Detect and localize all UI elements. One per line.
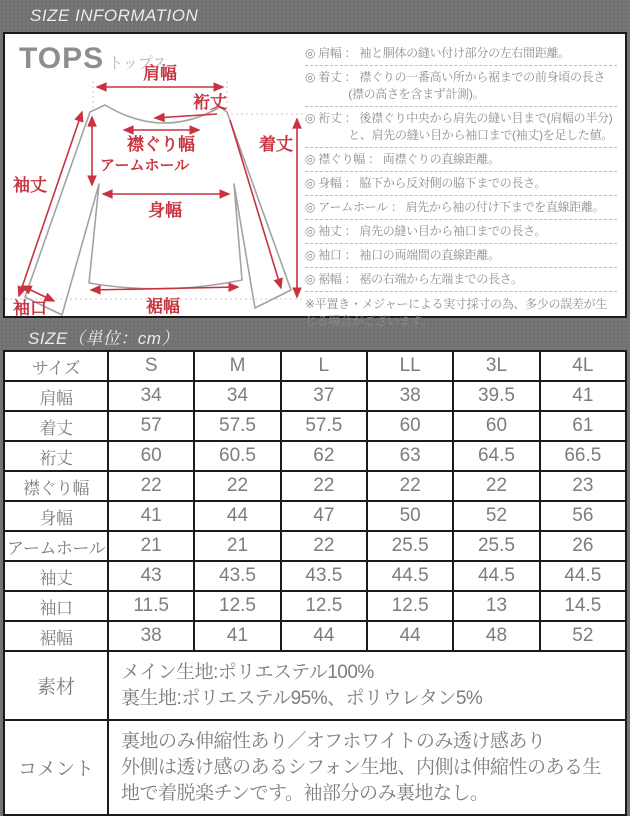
material-line-1: メイン生地:ポリエステル100% <box>121 662 374 683</box>
comment-label: コメント <box>4 720 108 815</box>
cell: 60 <box>367 411 453 441</box>
tops-title-en: TOPS <box>19 42 105 75</box>
row-label: 肩幅 <box>4 381 108 411</box>
comment-line-2: 外側は透け感のあるシフォン生地、内側は伸縮性のある生地で着脱楽チンです。袖部分のみ裏地なし。 <box>121 756 602 804</box>
row-label: 袖口 <box>4 591 108 621</box>
cell: 44.5 <box>367 561 453 591</box>
cell: 12.5 <box>194 591 280 621</box>
cell: 22 <box>281 531 367 561</box>
table-row <box>4 591 626 621</box>
label-cuff-width: 袖口 <box>13 299 47 316</box>
row-label: 裾幅 <box>4 621 108 651</box>
size-information-title: SIZE INFORMATION <box>30 6 199 25</box>
col-header-s: S <box>108 351 194 381</box>
comment-row <box>4 720 626 815</box>
label-body-length: 着丈 <box>259 135 293 154</box>
cell: 62 <box>281 441 367 471</box>
label-shoulder-width: 肩幅 <box>143 64 177 83</box>
cell: 39.5 <box>453 381 539 411</box>
definition-body-width: ◎ 身幅 ： 脇下から反対側の脇下までの長さ。 <box>305 172 617 196</box>
cell: 22 <box>367 471 453 501</box>
size-table <box>3 350 627 816</box>
cell: 44 <box>367 621 453 651</box>
cell: 21 <box>108 531 194 561</box>
cell: 52 <box>453 501 539 531</box>
cell: 23 <box>540 471 626 501</box>
cell: 57.5 <box>281 411 367 441</box>
cell: 44.5 <box>453 561 539 591</box>
label-armhole: アームホール <box>100 157 190 174</box>
cell: 47 <box>281 501 367 531</box>
cell: 34 <box>108 381 194 411</box>
comment-content <box>108 720 626 815</box>
cell: 11.5 <box>108 591 194 621</box>
col-header-4l: 4L <box>540 351 626 381</box>
definition-sleeve-length: ◎ 袖丈 ： 肩先の縫い目から袖口までの長さ。 <box>305 220 617 244</box>
table-row <box>4 381 626 411</box>
table-row <box>4 411 626 441</box>
material-content <box>108 651 626 720</box>
col-header-m: M <box>194 351 280 381</box>
cell: 22 <box>108 471 194 501</box>
row-label: 裄丈 <box>4 441 108 471</box>
cell: 41 <box>108 501 194 531</box>
definition-armhole: ◎ アームホール ： 肩先から袖の付け下までを直線距離。 <box>305 196 617 220</box>
size-bar-title: SIZE（単位：cm） <box>28 328 179 348</box>
table-row <box>4 621 626 651</box>
col-header-size: サイズ <box>4 351 108 381</box>
material-label: 素材 <box>4 651 108 720</box>
cell: 56 <box>540 501 626 531</box>
row-label: アームホール <box>4 531 108 561</box>
cell: 52 <box>540 621 626 651</box>
measurement-definitions <box>305 42 617 330</box>
tops-section <box>3 32 627 329</box>
material-row <box>4 651 626 720</box>
cell: 48 <box>453 621 539 651</box>
cell: 44 <box>281 621 367 651</box>
label-yuki-length: 裄丈 <box>193 93 227 112</box>
definition-yuki: ◎ 裄丈 ： 後襟ぐり中央から肩先の縫い目まで(肩幅の半分)と、肩先の縫い目から袖口まで(袖丈)を足した値。 <box>305 107 617 148</box>
row-label: 着丈 <box>4 411 108 441</box>
cell: 13 <box>453 591 539 621</box>
cell: 21 <box>194 531 280 561</box>
cell: 50 <box>367 501 453 531</box>
definition-hem: ◎ 裾幅 ： 裾の右端から左端までの長さ。 <box>305 268 617 292</box>
cell: 38 <box>367 381 453 411</box>
cell: 43 <box>108 561 194 591</box>
cell: 44.5 <box>540 561 626 591</box>
tops-title-jp: トップス <box>108 55 168 72</box>
cell: 60.5 <box>194 441 280 471</box>
col-header-ll: LL <box>367 351 453 381</box>
cell: 25.5 <box>367 531 453 561</box>
table-row <box>4 531 626 561</box>
label-sleeve-length: 袖丈 <box>13 176 47 195</box>
cell: 37 <box>281 381 367 411</box>
cell: 41 <box>540 381 626 411</box>
size-information-header <box>0 0 630 32</box>
table-row <box>4 561 626 591</box>
definition-cuff: ◎ 袖口 ： 袖口の両端間の直線距離。 <box>305 244 617 268</box>
dotted-guides <box>5 80 303 299</box>
cell: 61 <box>540 411 626 441</box>
cell: 63 <box>367 441 453 471</box>
cell: 60 <box>108 441 194 471</box>
table-row <box>4 471 626 501</box>
label-neck-width: 襟ぐり幅 <box>127 135 195 154</box>
definition-neck-width: ◎ 襟ぐり幅 ： 両襟ぐりの直線距離。 <box>305 148 617 172</box>
cell: 38 <box>108 621 194 651</box>
comment-line-1: 裏地のみ伸縮性あり／オフホワイトのみ透け感あり <box>121 731 546 753</box>
cell: 43.5 <box>194 561 280 591</box>
tops-title <box>19 42 167 76</box>
cell: 57 <box>108 411 194 441</box>
table-row <box>4 441 626 471</box>
size-table-header-row <box>4 351 626 381</box>
cell: 14.5 <box>540 591 626 621</box>
cell: 66.5 <box>540 441 626 471</box>
label-body-width: 身幅 <box>148 201 182 220</box>
cell: 34 <box>194 381 280 411</box>
cell: 12.5 <box>281 591 367 621</box>
definition-body-length: ◎ 着丈 ： 襟ぐりの一番高い所から裾までの前身頃の長さ(襟の高さを含まず計測)。 <box>305 66 617 107</box>
row-label: 襟ぐり幅 <box>4 471 108 501</box>
measurement-note: ※平置き・メジャーによる実寸採寸の為、多少の誤差が生じる場合がございます。 <box>305 297 608 329</box>
cell: 44 <box>194 501 280 531</box>
definition-shoulder: ◎ 肩幅 ： 袖と胴体の縫い付け部分の左右間距離。 <box>305 42 617 66</box>
cell: 57.5 <box>194 411 280 441</box>
row-label: 袖丈 <box>4 561 108 591</box>
cell: 22 <box>453 471 539 501</box>
cell: 64.5 <box>453 441 539 471</box>
col-header-3l: 3L <box>453 351 539 381</box>
cell: 41 <box>194 621 280 651</box>
cell: 43.5 <box>281 561 367 591</box>
cell: 26 <box>540 531 626 561</box>
col-header-l: L <box>281 351 367 381</box>
cell: 22 <box>194 471 280 501</box>
cell: 22 <box>281 471 367 501</box>
table-row <box>4 501 626 531</box>
row-label: 身幅 <box>4 501 108 531</box>
cell: 25.5 <box>453 531 539 561</box>
material-line-2: 裏生地:ポリエステル95%、ポリウレタン5% <box>121 687 483 709</box>
label-hem-width: 裾幅 <box>146 297 180 316</box>
cell: 12.5 <box>367 591 453 621</box>
cell: 60 <box>453 411 539 441</box>
